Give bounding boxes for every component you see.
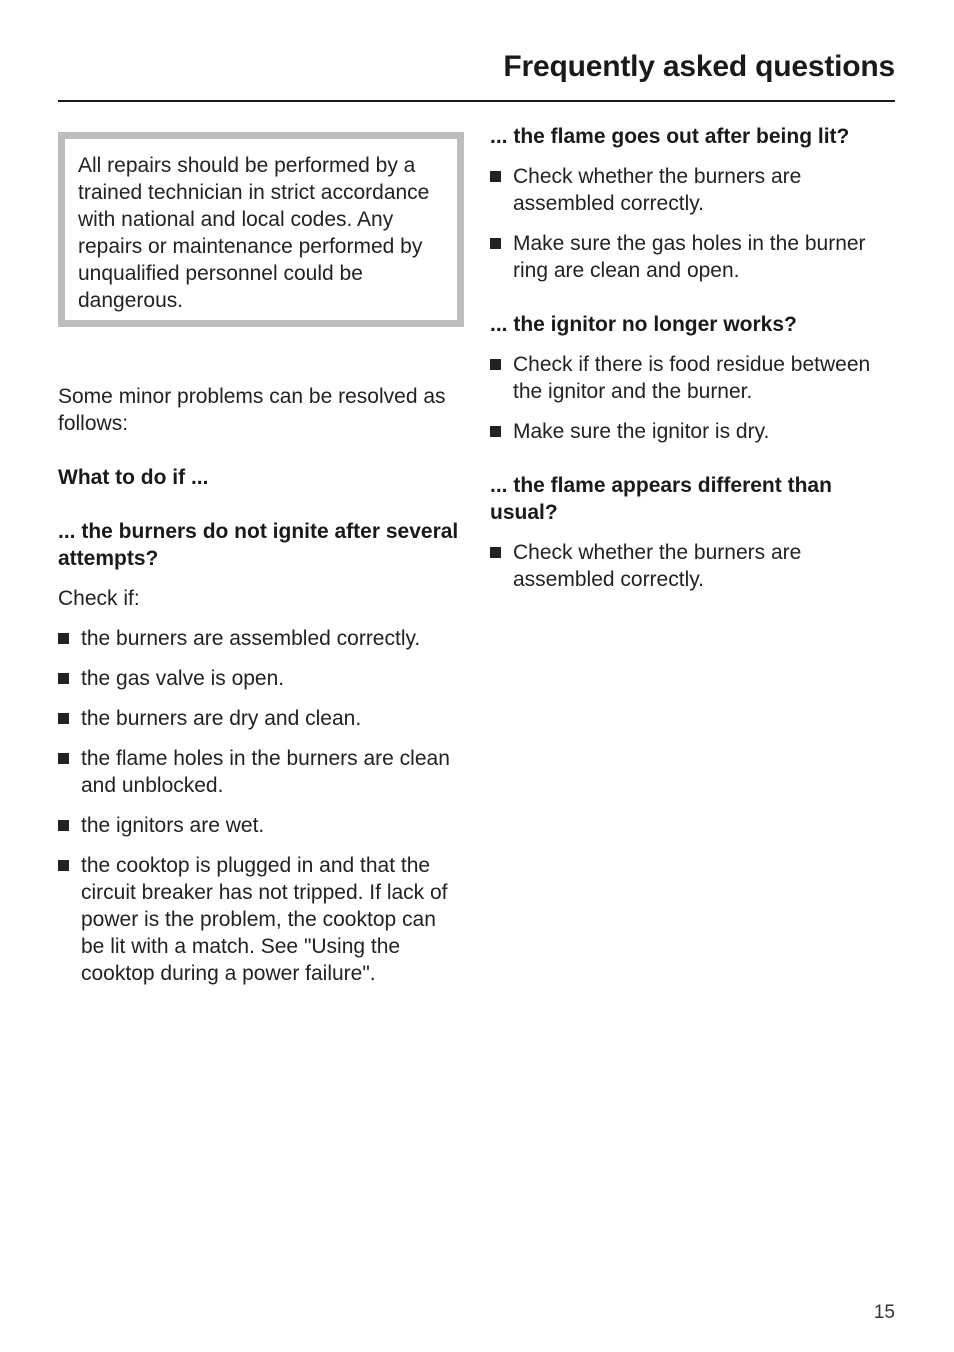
list-item-text: the gas valve is open. bbox=[81, 667, 285, 690]
left-column bbox=[58, 132, 464, 987]
right-column bbox=[490, 123, 895, 593]
list-item-text: Check whether the burners are assembled correctly. bbox=[513, 541, 802, 591]
list-item bbox=[490, 351, 895, 405]
list-item bbox=[58, 852, 464, 987]
square-bullet-icon bbox=[58, 673, 69, 684]
square-bullet-icon bbox=[58, 633, 69, 644]
list-item-text: Make sure the gas holes in the burner ring are clean and open. bbox=[513, 232, 866, 282]
ignitor-not-working-heading: ... the ignitor no longer works? bbox=[490, 313, 797, 336]
page-title: Frequently asked questions bbox=[503, 50, 895, 83]
square-bullet-icon bbox=[58, 860, 69, 871]
list-item-text: the ignitors are wet. bbox=[81, 814, 265, 837]
burners-not-igniting-heading: ... the burners do not ignite after several attempts? bbox=[58, 520, 459, 570]
list-item bbox=[58, 705, 464, 732]
list-item-text: the flame holes in the burners are clean and unblocked. bbox=[81, 747, 450, 797]
list-item bbox=[58, 812, 464, 839]
flame-goes-out-heading: ... the flame goes out after being lit? bbox=[490, 125, 850, 148]
list-item-text: Check whether the burners are assembled correctly. bbox=[513, 165, 802, 215]
square-bullet-icon bbox=[58, 753, 69, 764]
list-item-text: Check if there is food residue between the ignitor and the burner. bbox=[513, 353, 871, 403]
flame-goes-out-list bbox=[490, 163, 895, 284]
flame-different-list bbox=[490, 539, 895, 593]
list-item bbox=[58, 665, 464, 692]
square-bullet-icon bbox=[490, 238, 501, 249]
square-bullet-icon bbox=[490, 426, 501, 437]
square-bullet-icon bbox=[58, 713, 69, 724]
square-bullet-icon bbox=[490, 547, 501, 558]
ignitor-not-working-list bbox=[490, 351, 895, 445]
square-bullet-icon bbox=[58, 820, 69, 831]
list-item-text: Make sure the ignitor is dry. bbox=[513, 420, 770, 443]
list-item bbox=[490, 230, 895, 284]
warning-text: All repairs should be performed by a trained technician in strict accordance with national and local codes. Any repairs or maintenance performed by unqualified personnel could be dangerous. bbox=[78, 154, 430, 312]
list-item-text: the burners are dry and clean. bbox=[81, 707, 362, 730]
list-item bbox=[58, 625, 464, 652]
check-if-label: Check if: bbox=[58, 587, 140, 610]
flame-different-heading: ... the flame appears different than usual? bbox=[490, 474, 832, 524]
list-item bbox=[490, 163, 895, 217]
list-item bbox=[58, 745, 464, 799]
what-to-do-heading: What to do if ... bbox=[58, 466, 209, 489]
square-bullet-icon bbox=[490, 171, 501, 182]
list-item bbox=[490, 418, 895, 445]
title-divider bbox=[58, 100, 895, 102]
intro-text: Some minor problems can be resolved as follows: bbox=[58, 385, 446, 435]
list-item-text: the burners are assembled correctly. bbox=[81, 627, 421, 650]
list-item-text: the cooktop is plugged in and that the circuit breaker has not tripped. If lack of power is the problem, the cooktop can be lit with a match. See "Using the cooktop during a power failure". bbox=[81, 854, 448, 985]
square-bullet-icon bbox=[490, 359, 501, 370]
page-number: 15 bbox=[873, 1302, 895, 1323]
list-item bbox=[490, 539, 895, 593]
warning-box bbox=[58, 132, 464, 327]
check-list bbox=[58, 625, 464, 987]
